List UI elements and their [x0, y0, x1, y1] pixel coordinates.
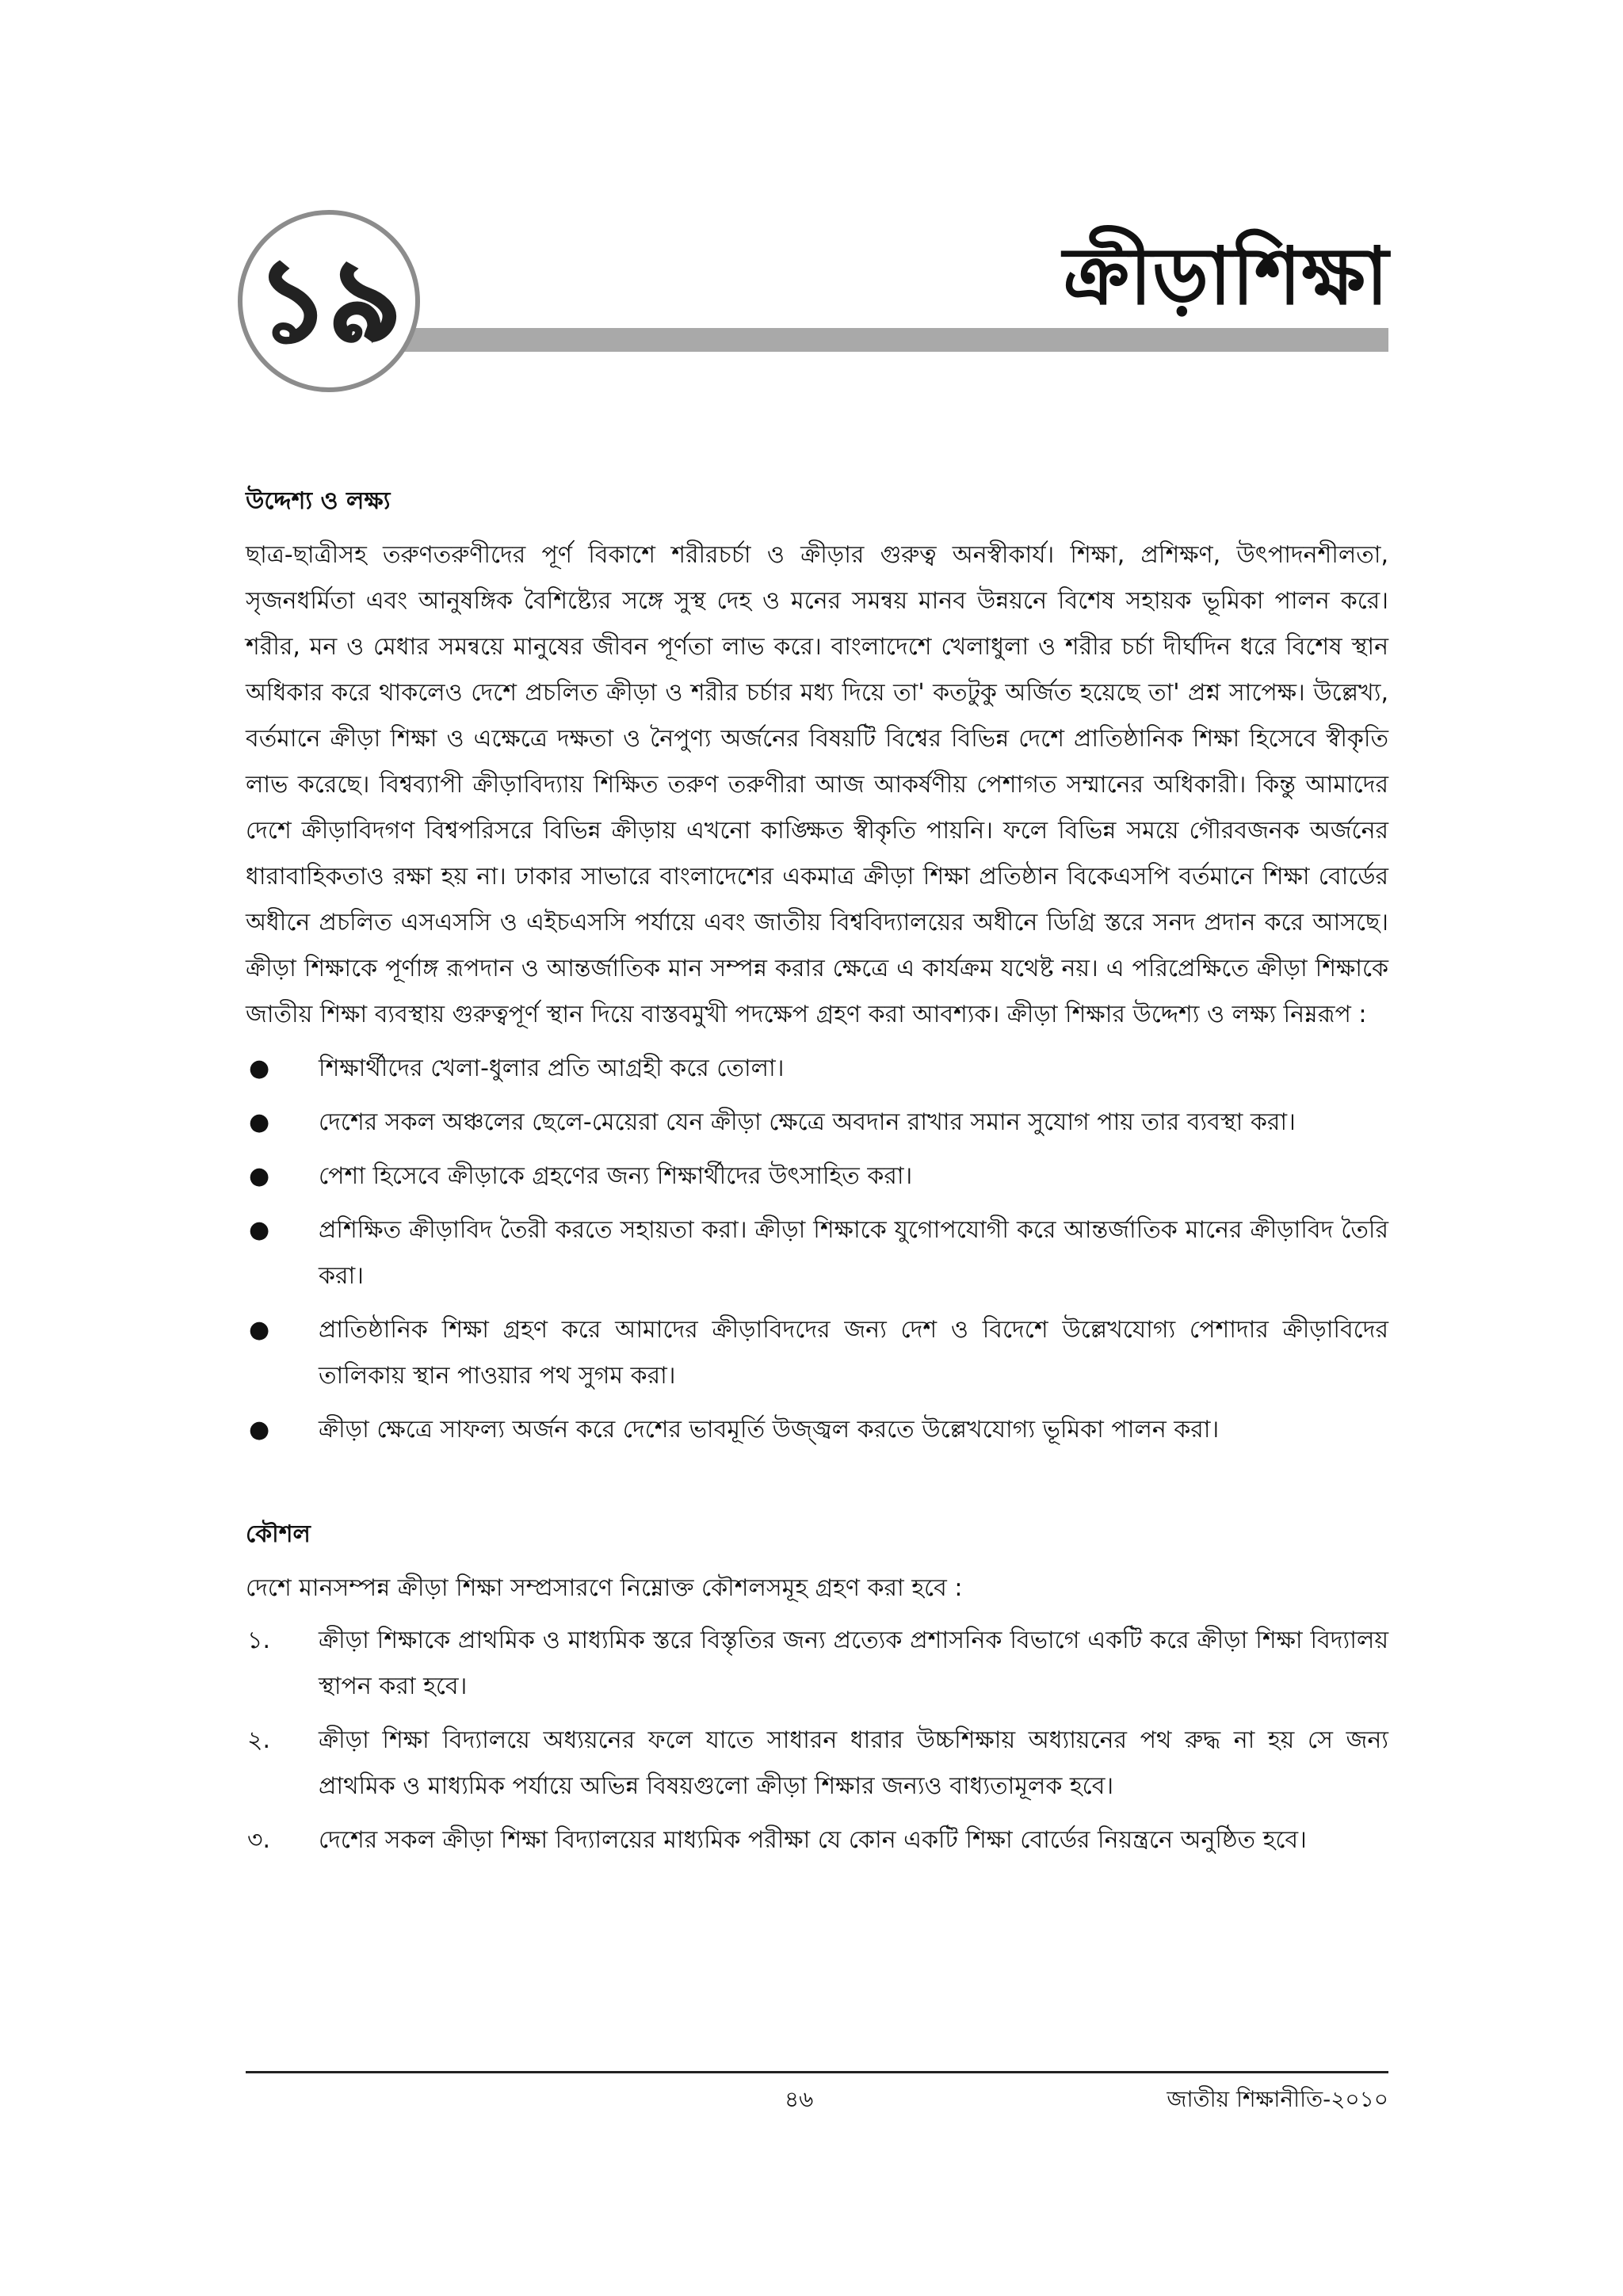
list-item-number: ৩. — [247, 1826, 271, 1854]
list-item-text: দেশের সকল ক্রীড়া শিক্ষা বিদ্যালয়ের মাধ্যমিক পরীক্ষা যে কোন একটি শিক্ষা বোর্ডের নিয়ন্ত্রনে অনুষ্ঠিত হবে। — [319, 1826, 1307, 1854]
chapter-header-bar — [341, 328, 1388, 352]
bullet-icon: ● — [249, 1416, 270, 1444]
chapter-number-badge — [238, 210, 420, 392]
bullet-icon: ● — [249, 1162, 270, 1190]
page-number: ৪৬ — [785, 2086, 814, 2112]
list-item — [246, 1407, 1388, 1453]
footer-document-title: জাতীয় শিক্ষানীতি-২০১০ — [1167, 2086, 1388, 2112]
list-item-text: প্রাতিষ্ঠানিক শিক্ষা গ্রহণ করে আমাদের ক্রীড়াবিদদের জন্য দেশ ও বিদেশে উল্লেখযোগ্য পেশাদার ক্রীড়াবিদের তালিকায় স্থান পাওয়ার পথ সুগম করা। — [319, 1316, 1388, 1390]
strategy-list — [246, 1618, 1388, 1863]
list-item-text: শিক্ষার্থীদের খেলা-ধুলার প্রতি আগ্রহী করে তোলা। — [319, 1055, 785, 1082]
chapter-number: ১৯ — [257, 236, 401, 366]
list-item — [246, 1718, 1388, 1810]
bullet-icon: ● — [249, 1055, 270, 1082]
list-item-text: ক্রীড়া ক্ষেত্রে সাফল্য অর্জন করে দেশের ভাবমূর্তি উজ্জ্বল করতে উল্লেখযোগ্য ভূমিকা পালন করা। — [319, 1416, 1220, 1444]
list-item-text: দেশের সকল অঞ্চলের ছেলে-মেয়েরা যেন ক্রীড়া ক্ষেত্রে অবদান রাখার সমান সুযোগ পায় তার ব্যবস্থা করা। — [319, 1108, 1296, 1136]
list-item-text: ক্রীড়া শিক্ষা বিদ্যালয়ে অধ্যয়নের ফলে যাতে সাধারন ধারার উচ্চশিক্ষায় অধ্যায়নের পথ রুদ্ধ না হয় সে জন্য প্রাথমিক ও মাধ্যমিক পর্যায়ে অভিন্ন বিষয়গুলো ক্রীড়া শিক্ষার জন্যও বাধ্যতামূলক হবে। — [319, 1726, 1388, 1800]
list-item — [246, 1154, 1388, 1199]
list-item — [246, 1207, 1388, 1299]
strategy-intro: দেশে মানসম্পন্ন ক্রীড়া শিক্ষা সম্প্রসারণে নিম্নোক্ত কৌশলসমূহ গ্রহণ করা হবে : — [246, 1574, 963, 1602]
list-item-number: ১. — [247, 1627, 271, 1654]
main-content — [246, 485, 1388, 1871]
chapter-title: ক্রীড়াশিক্ষা — [1063, 229, 1388, 322]
objectives-list — [246, 1046, 1388, 1453]
list-item-text: পেশা হিসেবে ক্রীড়াকে গ্রহণের জন্য শিক্ষার্থীদের উৎসাহিত করা। — [319, 1162, 913, 1190]
objectives-paragraph: ছাত্র-ছাত্রীসহ তরুণতরুণীদের পূর্ণ বিকাশে শরীরচর্চা ও ক্রীড়ার গুরুত্ব অনস্বীকার্য। শিক্ষা, প্রশিক্ষণ, উৎপাদনশীলতা, সৃজনধর্মিতা এবং আনুষঙ্গিক বৈশিষ্ট্যের সঙ্গে সুস্থ দেহ ও মনের সমন্বয় মানব উন্নয়নে বিশেষ সহায়ক ভূমিকা পালন করে। শরীর, মন ও মেধার সমন্বয়ে মানুষের জীবন পূর্ণতা লাভ করে। বাংলাদেশে খেলাধুলা ও শরীর চর্চা দীর্ঘদিন ধরে বিশেষ স্থান অধিকার করে থাকলেও দেশে প্রচলিত ক্রীড়া ও শরীর চর্চার মধ্য দিয়ে তা' কতটুকু অর্জিত হয়েছে তা' প্রশ্ন সাপেক্ষ। উল্লেখ্য, বর্তমানে ক্রীড়া শিক্ষা ও এক্ষেত্রে দক্ষতা ও নৈপুণ্য অর্জনের বিষয়টি বিশ্বের বিভিন্ন দেশে প্রাতিষ্ঠানিক শিক্ষা হিসেবে স্বীকৃতি লাভ করেছে। বিশ্বব্যাপী ক্রীড়াবিদ্যায় শিক্ষিত তরুণ তরুণীরা আজ আকর্ষণীয় পেশাগত সম্মানের অধিকারী। কিন্তু আমাদের দেশে ক্রীড়াবিদগণ বিশ্বপরিসরে বিভিন্ন ক্রীড়ায় এখনো কাঙ্ক্ষিত স্বীকৃতি পায়নি। ফলে বিভিন্ন সময়ে গৌরবজনক অর্জনের ধারাবাহিকতাও রক্ষা হয় না। ঢাকার সাভারে বাংলাদেশের একমাত্র ক্রীড়া শিক্ষা প্রতিষ্ঠান বিকেএসপি বর্তমানে শিক্ষা বোর্ডের অধীনে প্রচলিত এসএসসি ও এইচএসসি পর্যায়ে এবং জাতীয় বিশ্ববিদ্যালয়ের অধীনে ডিগ্রি স্তরে সনদ প্রদান করে আসছে। ক্রীড়া শিক্ষাকে পূর্ণাঙ্গ রূপদান ও আন্তর্জাতিক মান সম্পন্ন করার ক্ষেত্রে এ কার্যক্রম যথেষ্ট নয়। এ পরিপ্রেক্ষিতে ক্রীড়া শিক্ষাকে জাতীয় শিক্ষা ব্যবস্থায় গুরুত্বপূর্ণ স্থান দিয়ে বাস্তবমুখী পদক্ষেপ গ্রহণ করা আবশ্যক। ক্রীড়া শিক্ষার উদ্দেশ্য ও লক্ষ্য নিম্নরূপ : — [246, 541, 1388, 1028]
strategy-heading: কৌশল — [246, 1520, 311, 1548]
section-spacer — [246, 1461, 1388, 1518]
list-item — [246, 1307, 1388, 1399]
list-item — [246, 1817, 1388, 1863]
list-item — [246, 1618, 1388, 1710]
bullet-icon: ● — [249, 1216, 270, 1244]
bullet-icon: ● — [249, 1108, 270, 1136]
list-item-number: ২. — [247, 1726, 271, 1754]
list-item-text: প্রশিক্ষিত ক্রীড়াবিদ তৈরী করতে সহায়তা করা। ক্রীড়া শিক্ষাকে যুগোপযোগী করে আন্তর্জাতিক মানের ক্রীড়াবিদ তৈরি করা। — [319, 1216, 1388, 1290]
footer-divider — [246, 2071, 1388, 2073]
list-item — [246, 1046, 1388, 1092]
objectives-heading: উদ্দেশ্য ও লক্ষ্য — [246, 487, 391, 515]
list-item-text: ক্রীড়া শিক্ষাকে প্রাথমিক ও মাধ্যমিক স্তরে বিস্তৃতির জন্য প্রত্যেক প্রশাসনিক বিভাগে একটি করে ক্রীড়া শিক্ষা বিদ্যালয় স্থাপন করা হবে। — [319, 1627, 1388, 1700]
bullet-icon: ● — [249, 1316, 270, 1344]
list-item — [246, 1100, 1388, 1146]
